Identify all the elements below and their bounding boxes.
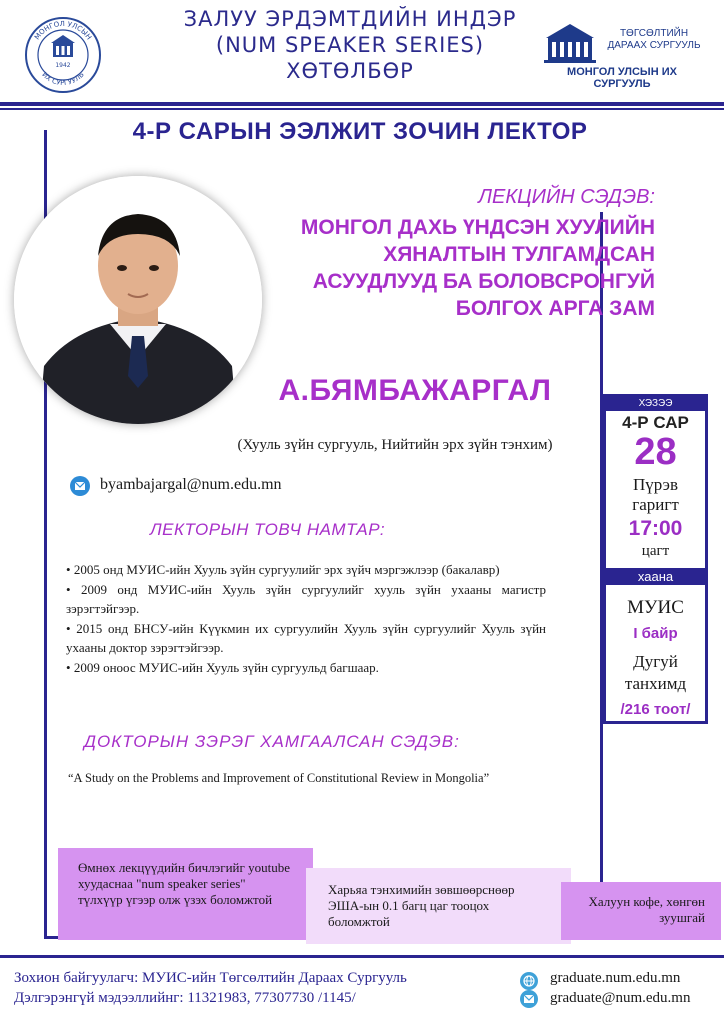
venue-hall: [606, 651, 705, 695]
topic-line: АСУУДЛУУД БА БОЛОВСРОНГУЙ: [312, 270, 655, 293]
weekday-line: Пүрэв: [632, 475, 679, 494]
venue-line: МУИС: [627, 597, 684, 618]
globe-icon: [520, 972, 538, 990]
header-divider: [0, 108, 724, 110]
dissertation-title: “A Study on the Problems and Improvement of Constitutional Review in Mongolia”: [68, 771, 490, 785]
note-recordings: Өмнөх лекцүүдийн бичлэгийг youtube хуудаснаа "num speaker series" түлхүүр үгээр олж үзэх боломжтой: [58, 848, 313, 940]
dissertation-label: ДОКТОРЫН ЗЭРЭГ ХАМГААЛСАН СЭДЭВ:: [84, 732, 460, 751]
logo-school-name: [604, 28, 704, 52]
footer-contact: Дэлгэрэнгүй мэдээллийнг: 11321983, 77307730 /1145/: [14, 990, 356, 1006]
logo-line: ТӨГСӨЛТИЙН: [619, 28, 689, 39]
event-time: 17:00: [628, 517, 683, 540]
footer-divider: [0, 955, 724, 958]
venue-line: Дугуй: [633, 652, 678, 671]
when-label: ХЭЗЭЭ: [606, 397, 705, 411]
month-title: 4-Р САРЫН ЭЭЛЖИТ ЗОЧИН ЛЕКТОР: [132, 118, 588, 145]
bio-item: • 2009 оноос МУИС-ийн Хууль зүйн сургуульд багшаар.: [66, 658, 546, 678]
bio-item: • 2015 онд БНСУ-ийн Күүкмин их сургуулийн Хууль зүйн сургуулийг Хууль зүйн ухааны доктор зэрэгтэйгээр.: [66, 619, 546, 658]
mail-icon: [520, 990, 538, 1008]
seal-year: 1942: [55, 62, 71, 69]
speaker-email-link[interactable]: byambajargal@num.edu.mn: [100, 476, 282, 493]
speaker-photo: [14, 176, 262, 424]
note-refreshments: Халуун кофе, хөнгөн зуушгай: [561, 882, 721, 940]
seal-top-text: МОНГОЛ УЛСЫН: [33, 19, 93, 42]
website-link[interactable]: graduate.num.edu.mn: [550, 970, 681, 986]
venue-line: танхимд: [624, 674, 687, 693]
bio-item: • 2005 онд МУИС-ийн Хууль зүйн сургуулийг эрх зүйч мэргэжлээр (бакалавр): [66, 560, 546, 580]
bio-item: • 2009 онд МУИС-ийн Хууль зүйн сургуулийг хууль зүйн ухааны магистр зэрэгтэйгээр.: [66, 580, 546, 619]
bio-label: ЛЕКТОРЫН ТОВЧ НАМТАР:: [150, 520, 386, 539]
topic-label: ЛЕКЦИЙН СЭДЭВ:: [478, 186, 655, 208]
note-credit-hours: Харьяа тэнхимийн зөвшөөрснөөр ЭША-ын 0.1 багц цаг тооцох боломжтой: [306, 868, 571, 944]
weekday-line: гаригт: [632, 495, 679, 514]
event-weekday: [606, 475, 705, 515]
email-icon: [70, 476, 90, 496]
program-title: [140, 6, 560, 84]
where-label: хаана: [606, 568, 705, 585]
venue-room: /216 тоот/: [620, 701, 691, 718]
schedule-box: [603, 394, 708, 724]
event-month: 4-Р САР: [622, 413, 689, 432]
event-day: 28: [634, 431, 677, 473]
contact-email-link[interactable]: graduate@num.edu.mn: [550, 990, 691, 1006]
lecture-topic: [260, 214, 655, 322]
speaker-name: А.БЯМБАЖАРГАЛ: [278, 374, 552, 407]
logo-university-name: МОНГОЛ УЛСЫН ИХ СУРГУУЛЬ: [567, 66, 677, 90]
topic-line: БОЛГОХ АРГА ЗАМ: [455, 297, 655, 320]
program-title-line: ЗАЛУУ ЭРДЭМТДИЙН ИНДЭР: [183, 7, 517, 31]
program-title-line: (NUM SPEAKER SERIES): [215, 33, 485, 57]
seal-bottom-text: ИХ СУРГУУЛЬ: [40, 70, 86, 88]
bio-list: [66, 560, 546, 677]
footer-organizer: Зохион байгуулагч: МУИС-ийн Төгсөлтийн Дараах Сургууль: [14, 970, 407, 986]
logo-line: ДАРААХ СУРГУУЛЬ: [607, 40, 701, 51]
event-time-suffix: цагт: [641, 543, 670, 559]
venue-building: I байр: [633, 625, 678, 642]
speaker-affiliation: (Хууль зүйн сургууль, Нийтийн эрх зүйн тэнхим): [237, 437, 553, 453]
topic-line: МОНГОЛ ДАХЬ ҮНДСЭН ХУУЛИЙН: [300, 216, 655, 239]
num-seal-logo: [24, 16, 102, 94]
program-title-line: ХӨТӨЛБӨР: [286, 59, 414, 83]
graduate-school-logo: [536, 18, 706, 92]
header-divider: [0, 102, 724, 106]
topic-line: ХЯНАЛТЫН ТУЛГАМДСАН: [383, 243, 655, 266]
